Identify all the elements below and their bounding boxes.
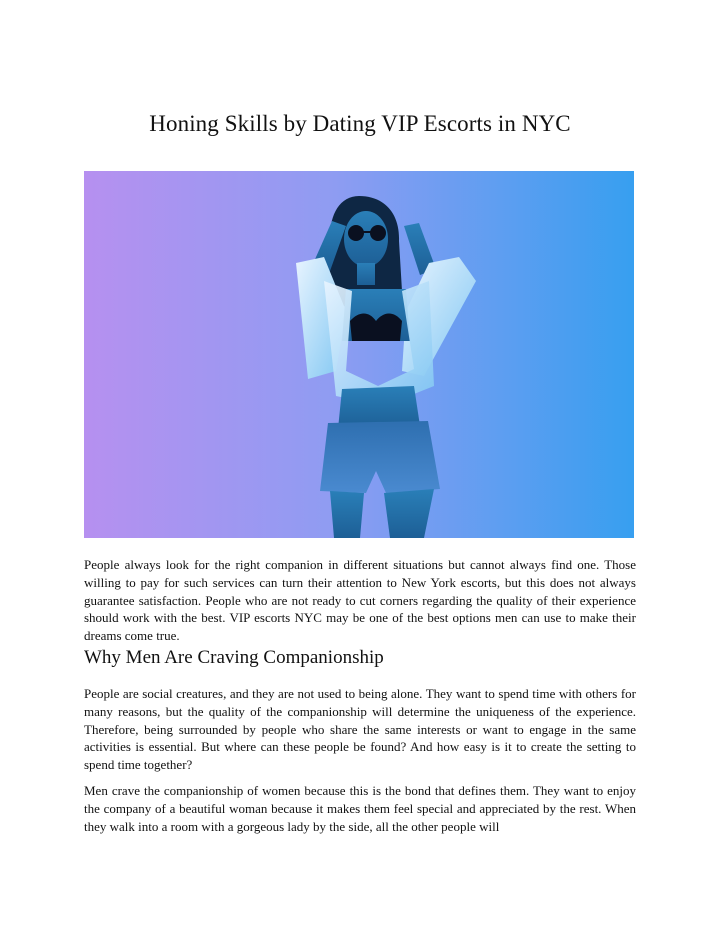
section-paragraph-1: People are social creatures, and they are not used to being alone. They want to spend time with others for many reasons, but the quality of the companionship will determine the uniqueness of the experience. Therefore, being surrounded by people who share the same interests or want to engage in the same activities is essential. But where can these people be found? And how easy is it to create the setting to spend time together? — [84, 686, 636, 773]
page-title: Honing Skills by Dating VIP Escorts in NYC — [149, 111, 571, 136]
intro-paragraph: People always look for the right companion in different situations but cannot always find one. Those willing to pay for such services can turn their attention to New York escorts, but this does not always guarantee satisfaction. People who are not ready to cut corners regarding the quality of their experience should work with the best. VIP escorts NYC may be one of the best options men can use to make their dreams come true. — [84, 557, 636, 644]
section-paragraph-2: Men crave the companionship of women because this is the bond that defines them. They want to enjoy the company of a beautiful woman because it makes them feel special and appreciated by the rest. When they walk into a room with a gorgeous lady by the side, all the other people will — [84, 783, 636, 834]
hero-image — [84, 171, 634, 538]
section-heading: Why Men Are Craving Companionship — [84, 647, 384, 668]
